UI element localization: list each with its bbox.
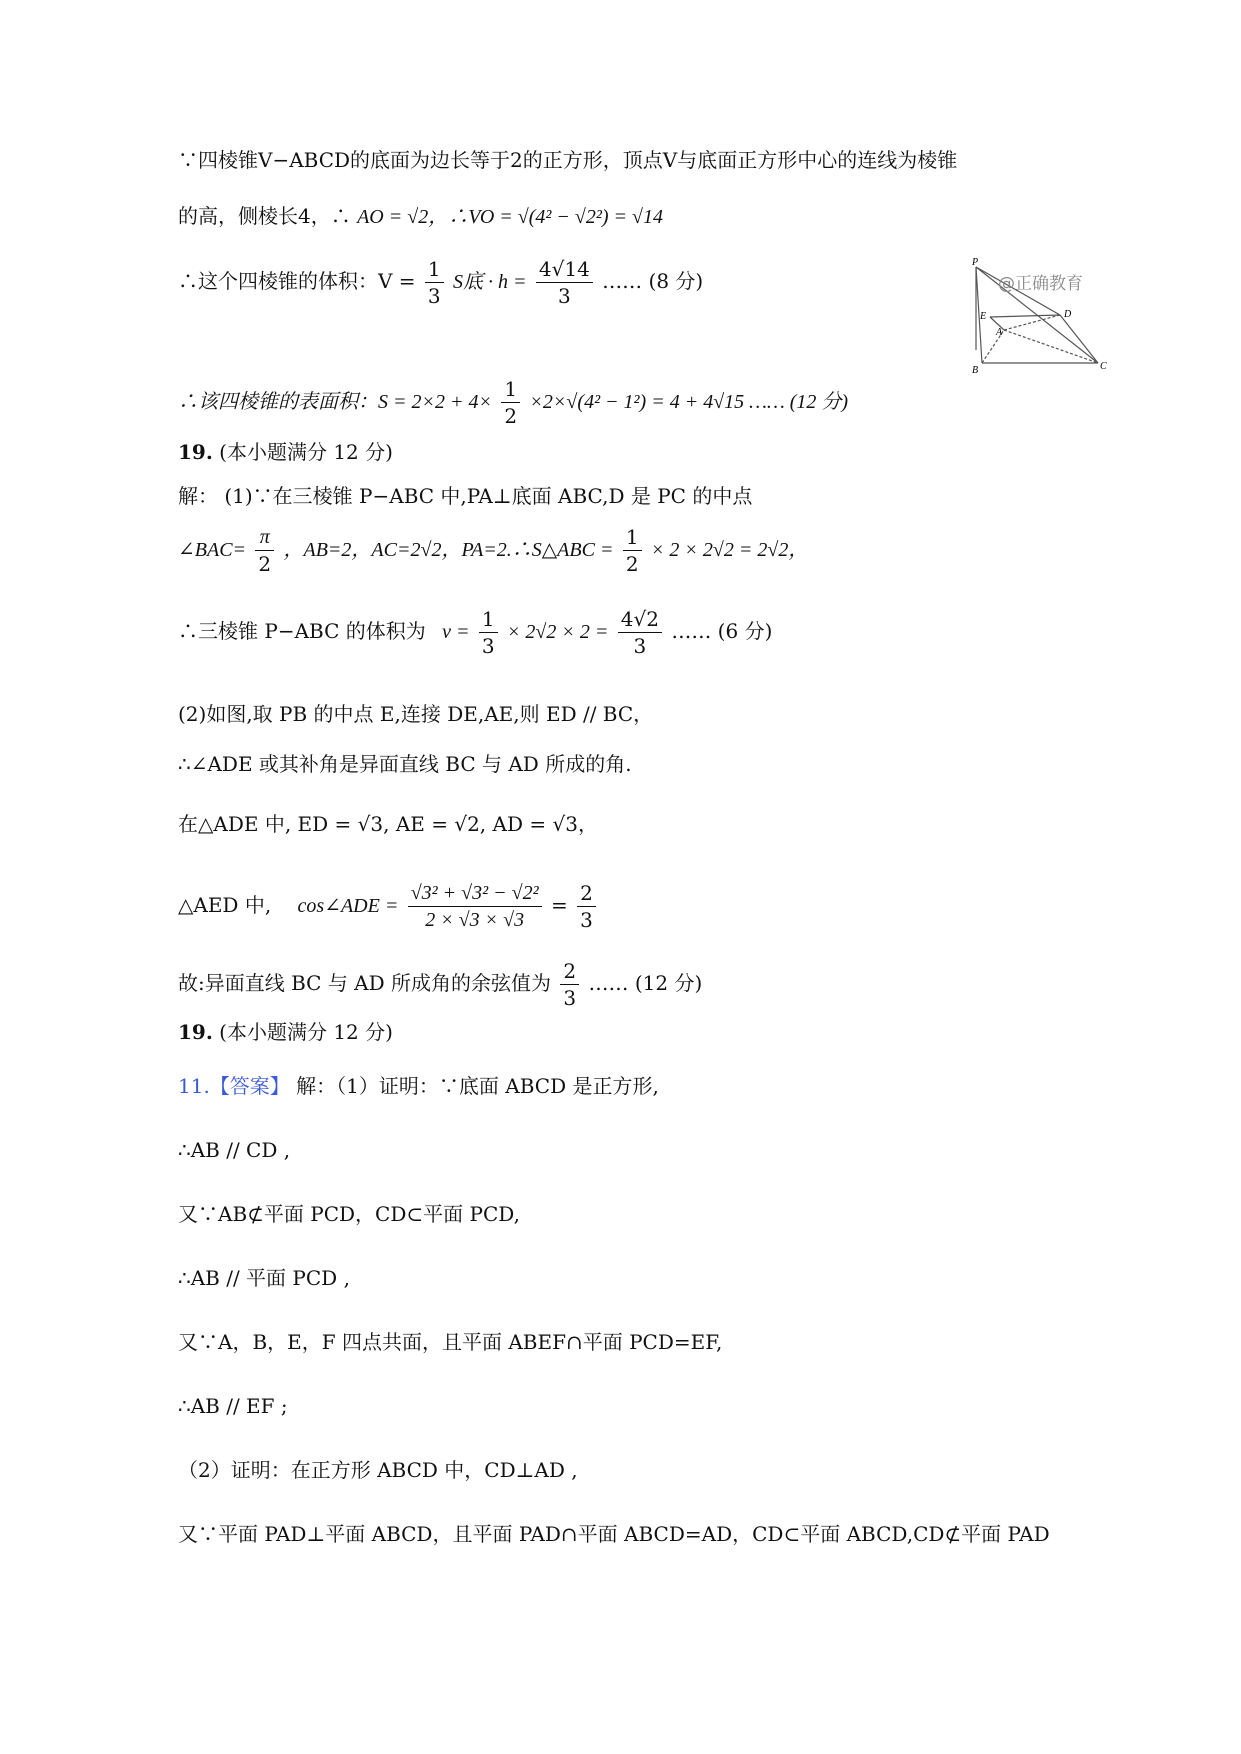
text-segment: ∴三棱锥 P−ABC 的体积为 — [178, 619, 426, 643]
fraction — [618, 606, 662, 659]
text-line — [178, 606, 772, 659]
section-heading — [178, 438, 393, 466]
question-number: 19. — [178, 1020, 213, 1044]
math-expression: ，AB=2，AC=2√2，PA=2.∴S△ABC = — [283, 539, 614, 561]
label-c: C — [1100, 361, 1107, 372]
math-expression: cos∠ADE = — [297, 895, 399, 917]
text-segment: 解：（1）证明：∵底面 ABCD 是正方形, — [296, 1074, 659, 1098]
denominator: 3 — [557, 284, 571, 308]
numerator: 2 — [560, 958, 579, 985]
math-expression: × 2 × 2√2 = 2√2， — [650, 539, 809, 561]
text-line: （2）证明：在正方形 ABCD 中，CD⊥AD , — [178, 1458, 578, 1482]
text-line: ∵四棱锥V−ABCD的底面为边长等于2的正方形，顶点V与底面正方形中心的连线为棱锥 — [178, 148, 958, 172]
label-e: E — [980, 311, 987, 322]
denominator: 3 — [563, 986, 577, 1010]
text-line: ∴AB // EF ; — [178, 1394, 288, 1418]
numerator: 4√14 — [536, 256, 593, 283]
label-a: A — [996, 327, 1003, 338]
label-p: P — [972, 257, 979, 268]
text-line: 解： (1)∵在三棱锥 P−ABC 中,PA⊥底面 ABC,D 是 PC 的中点 — [178, 484, 753, 508]
text-line — [178, 880, 599, 933]
math-expression: ∠BAC= — [178, 539, 247, 561]
fraction — [536, 256, 593, 309]
pyramid-figure — [970, 255, 1120, 380]
numerator: 1 — [479, 606, 498, 633]
numerator: √3² + √3² − √2² — [408, 880, 542, 907]
text-segment: 的高，侧棱长4，∴ — [178, 204, 351, 228]
numerator: 1 — [623, 524, 642, 551]
math-expression: v = — [442, 621, 470, 643]
text-line — [178, 1072, 659, 1100]
heading-text: (本小题满分 12 分) — [219, 440, 393, 464]
denominator: 2 — [625, 552, 639, 576]
denominator: 2 — [258, 552, 272, 576]
watermark: @正确教育 — [998, 274, 1083, 294]
text-line: (2)如图,取 PB 的中点 E,连接 DE,AE,则 ED // BC， — [178, 702, 654, 726]
numerator: π — [255, 524, 274, 551]
fraction — [501, 376, 520, 429]
math-expression: ∴该四棱锥的表面积：S = 2×2 + 4× — [178, 391, 492, 413]
heading-text: (本小题满分 12 分) — [219, 1020, 393, 1044]
fraction — [255, 524, 274, 577]
label-d: D — [1064, 309, 1072, 320]
text-line — [178, 524, 808, 577]
answer-tag: 11.【答案】 — [178, 1074, 290, 1098]
text-line — [178, 376, 848, 429]
denominator: 3 — [427, 284, 441, 308]
text-segment: 故:异面直线 BC 与 AD 所成角的余弦值为 — [178, 971, 552, 995]
text-line: 又∵AB⊄平面 PCD，CD⊂平面 PCD, — [178, 1202, 520, 1226]
text-line: ∴AB // 平面 PCD , — [178, 1266, 350, 1290]
question-number: 19. — [178, 440, 213, 464]
text-line: 在△ADE 中, ED = √3, AE = √2, AD = √3， — [178, 812, 598, 836]
text-line: 又∵平面 PAD⊥平面 ABCD，且平面 PAD∩平面 ABCD=AD，CD⊂平面 ABCD,CD⊄平面 PAD — [178, 1522, 1050, 1546]
text-line — [178, 202, 663, 231]
score-note: …… (6 分) — [671, 619, 773, 643]
text-line — [178, 256, 703, 309]
fraction — [560, 958, 579, 1011]
math-expression: AO = √2，∴VO = √(4² − √2²) = √14 — [357, 206, 664, 228]
numerator: 1 — [425, 256, 444, 283]
denominator: 2 × √3 × √3 — [425, 909, 525, 931]
numerator: 2 — [577, 880, 596, 907]
denominator: 3 — [633, 634, 647, 658]
denominator: 3 — [580, 908, 593, 932]
text-segment: △AED 中, — [178, 893, 272, 917]
math-expression: S底 · h = — [453, 271, 527, 293]
fraction — [479, 606, 498, 659]
text-line: ∴∠ADE 或其补角是异面直线 BC 与 AD 所成的角. — [178, 752, 632, 776]
math-expression: × 2√2 × 2 = — [506, 621, 609, 643]
text-line: ∴AB // CD , — [178, 1138, 291, 1162]
math-expression: ×2×√(4² − 1²) = 4 + 4√15 …… (12 分) — [529, 391, 849, 413]
section-heading — [178, 1018, 393, 1046]
pyramid-diagram — [970, 255, 1120, 380]
text-line — [178, 958, 702, 1011]
fraction — [425, 256, 444, 309]
fraction — [408, 880, 542, 933]
score-note: …… (12 分) — [588, 971, 703, 995]
denominator: 2 — [504, 404, 518, 428]
text-line: 又∵A，B，E，F 四点共面，且平面 ABEF∩平面 PCD=EF, — [178, 1330, 723, 1354]
math-expression: = — [550, 893, 568, 917]
fraction — [577, 880, 596, 933]
numerator: 1 — [501, 376, 520, 403]
label-b: B — [972, 365, 979, 376]
text-segment: ∴这个四棱锥的体积：V = — [178, 269, 416, 293]
numerator: 4√2 — [618, 606, 662, 633]
score-note: …… (8 分) — [602, 269, 704, 293]
denominator: 3 — [481, 634, 495, 658]
fraction — [623, 524, 642, 577]
